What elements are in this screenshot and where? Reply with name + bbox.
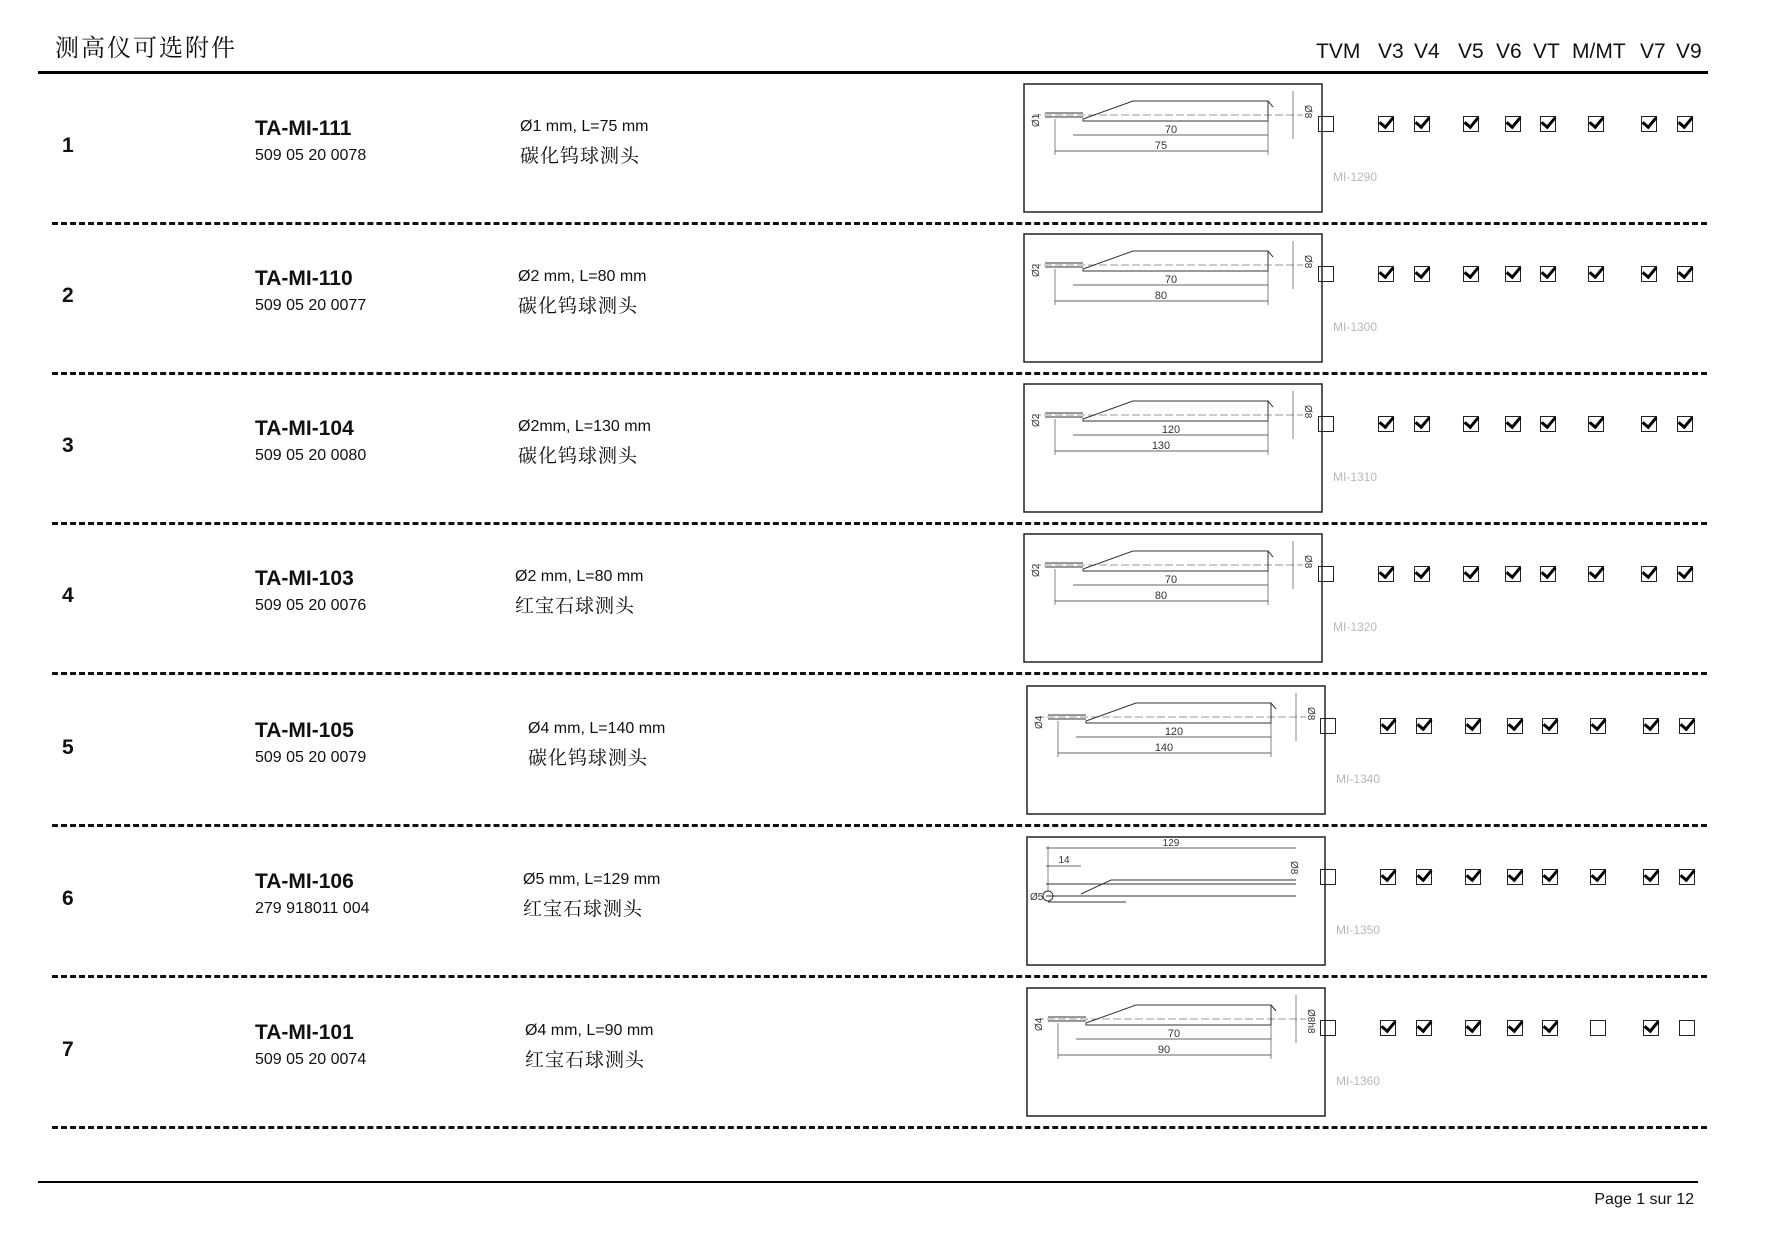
probe-spec: Ø2mm, L=130 mm bbox=[518, 418, 651, 435]
dimension-shaft-diameter: Ø8 bbox=[1302, 105, 1313, 119]
compat-checkbox-v5[interactable] bbox=[1463, 266, 1479, 282]
compat-checkbox-v4[interactable] bbox=[1414, 266, 1430, 282]
compat-checkbox-v3[interactable] bbox=[1380, 869, 1396, 885]
column-header-v6: V6 bbox=[1496, 40, 1522, 63]
row-number: 1 bbox=[62, 134, 74, 157]
compat-checkbox-v6[interactable] bbox=[1507, 718, 1523, 734]
compat-checkbox-v3[interactable] bbox=[1378, 116, 1394, 132]
compat-checkbox-vt[interactable] bbox=[1540, 416, 1556, 432]
dimension-shaft-diameter: Ø8 bbox=[1302, 555, 1313, 569]
row-number: 7 bbox=[62, 1038, 74, 1061]
compat-checkbox-v6[interactable] bbox=[1507, 1020, 1523, 1036]
compat-checkbox-v7[interactable] bbox=[1641, 116, 1657, 132]
drawing-frame bbox=[1024, 234, 1322, 362]
column-header-v4: V4 bbox=[1414, 40, 1440, 63]
probe-description: 红宝石球测头 bbox=[523, 898, 644, 920]
drawing-frame bbox=[1027, 988, 1325, 1116]
order-number: 509 05 20 0076 bbox=[255, 597, 367, 614]
article-code: TA-MI-111 bbox=[255, 117, 352, 140]
compat-checkbox-vt[interactable] bbox=[1540, 566, 1556, 582]
drawing-code: MI-1350 bbox=[1336, 923, 1381, 937]
compat-checkbox-v6[interactable] bbox=[1505, 416, 1521, 432]
probe-drawing bbox=[1023, 533, 1323, 663]
row-separator bbox=[52, 824, 1707, 827]
column-header-v7: V7 bbox=[1640, 40, 1666, 63]
row-separator bbox=[52, 522, 1707, 525]
dimension-reach: 70 bbox=[1167, 1028, 1181, 1040]
compat-checkbox-v4[interactable] bbox=[1414, 116, 1430, 132]
row-separator bbox=[52, 672, 1707, 675]
header-rule bbox=[38, 71, 1708, 74]
dimension-ball-diameter: Ø4 bbox=[1034, 1017, 1045, 1031]
dimension-ball-diameter: Ø5 bbox=[1030, 892, 1044, 903]
compat-checkbox-m-mt[interactable] bbox=[1588, 266, 1604, 282]
row-number: 6 bbox=[62, 887, 74, 910]
compat-checkbox-v5[interactable] bbox=[1463, 416, 1479, 432]
probe-spec: Ø5 mm, L=129 mm bbox=[523, 871, 661, 888]
dimension-overall-length: 130 bbox=[1151, 440, 1171, 452]
probe-spec: Ø4 mm, L=140 mm bbox=[528, 720, 666, 737]
dimension-reach: 120 bbox=[1164, 726, 1184, 738]
dimension-overall-length: 80 bbox=[1154, 590, 1168, 602]
probe-spec: Ø1 mm, L=75 mm bbox=[520, 118, 649, 135]
compat-checkbox-v5[interactable] bbox=[1463, 566, 1479, 582]
row-number: 2 bbox=[62, 284, 74, 307]
drawing-code: MI-1300 bbox=[1333, 320, 1378, 334]
compat-checkbox-tvm[interactable] bbox=[1320, 869, 1336, 885]
compat-checkbox-m-mt[interactable] bbox=[1588, 116, 1604, 132]
dimension-offset: 14 bbox=[1058, 855, 1070, 866]
column-header-v3: V3 bbox=[1378, 40, 1404, 63]
article-code: TA-MI-104 bbox=[255, 417, 354, 440]
compat-checkbox-m-mt[interactable] bbox=[1590, 718, 1606, 734]
compat-checkbox-v7[interactable] bbox=[1643, 718, 1659, 734]
compat-checkbox-v3[interactable] bbox=[1378, 416, 1394, 432]
drawing-frame bbox=[1024, 384, 1322, 512]
compat-checkbox-v9[interactable] bbox=[1677, 266, 1693, 282]
dimension-shaft-diameter: Ø8 bbox=[1302, 255, 1313, 269]
compat-checkbox-v6[interactable] bbox=[1505, 566, 1521, 582]
compat-checkbox-v7[interactable] bbox=[1643, 1020, 1659, 1036]
dimension-reach: 120 bbox=[1161, 424, 1181, 436]
article-code: TA-MI-105 bbox=[255, 719, 354, 742]
probe-description: 碳化钨球测头 bbox=[518, 295, 639, 317]
compat-checkbox-v7[interactable] bbox=[1641, 416, 1657, 432]
compat-checkbox-vt[interactable] bbox=[1540, 116, 1556, 132]
dimension-overall-length: 80 bbox=[1154, 290, 1168, 302]
compat-checkbox-v5[interactable] bbox=[1465, 718, 1481, 734]
compat-checkbox-tvm[interactable] bbox=[1320, 1020, 1336, 1036]
dimension-ball-diameter: Ø2 bbox=[1031, 263, 1042, 277]
column-header-v9: V9 bbox=[1676, 40, 1702, 63]
dimension-overall-length: 75 bbox=[1154, 140, 1168, 152]
compat-checkbox-v9[interactable] bbox=[1677, 416, 1693, 432]
dimension-ball-diameter: Ø2 bbox=[1031, 413, 1042, 427]
compat-checkbox-vt[interactable] bbox=[1540, 266, 1556, 282]
compat-checkbox-v3[interactable] bbox=[1378, 566, 1394, 582]
order-number: 509 05 20 0079 bbox=[255, 749, 367, 766]
compat-checkbox-v9[interactable] bbox=[1677, 566, 1693, 582]
compat-checkbox-v7[interactable] bbox=[1641, 266, 1657, 282]
compat-checkbox-v4[interactable] bbox=[1416, 869, 1432, 885]
probe-description: 碳化钨球测头 bbox=[518, 445, 639, 467]
probe-drawing bbox=[1026, 836, 1326, 966]
row-number: 4 bbox=[62, 584, 74, 607]
dimension-overall-length: 90 bbox=[1157, 1044, 1171, 1056]
article-code: TA-MI-103 bbox=[255, 567, 354, 590]
row-separator bbox=[52, 372, 1707, 375]
column-header-tvm: TVM bbox=[1316, 40, 1361, 63]
compat-checkbox-m-mt[interactable] bbox=[1590, 869, 1606, 885]
compat-checkbox-v5[interactable] bbox=[1465, 869, 1481, 885]
order-number: 509 05 20 0074 bbox=[255, 1051, 367, 1068]
page-title: 测高仪可选附件 bbox=[55, 34, 237, 62]
row-separator bbox=[52, 222, 1707, 225]
drawing-code: MI-1360 bbox=[1336, 1074, 1381, 1088]
probe-spec: Ø2 mm, L=80 mm bbox=[518, 268, 647, 285]
dimension-shaft-diameter: Ø8 bbox=[1305, 707, 1316, 721]
compat-checkbox-v4[interactable] bbox=[1416, 718, 1432, 734]
compat-checkbox-v5[interactable] bbox=[1465, 1020, 1481, 1036]
drawing-frame bbox=[1024, 84, 1322, 212]
row-number: 3 bbox=[62, 434, 74, 457]
column-header-v5: V5 bbox=[1458, 40, 1484, 63]
compat-checkbox-v6[interactable] bbox=[1505, 266, 1521, 282]
drawing-frame bbox=[1027, 837, 1325, 965]
probe-description: 碳化钨球测头 bbox=[528, 747, 649, 769]
compat-checkbox-v3[interactable] bbox=[1380, 1020, 1396, 1036]
compat-checkbox-tvm[interactable] bbox=[1318, 566, 1334, 582]
row-number: 5 bbox=[62, 736, 74, 759]
compat-checkbox-tvm[interactable] bbox=[1318, 266, 1334, 282]
dimension-overall-length: 140 bbox=[1154, 742, 1174, 754]
compat-checkbox-v3[interactable] bbox=[1380, 718, 1396, 734]
compat-checkbox-tvm[interactable] bbox=[1318, 416, 1334, 432]
page-number: Page 1 sur 12 bbox=[1594, 1191, 1694, 1208]
compat-checkbox-v4[interactable] bbox=[1414, 566, 1430, 582]
compat-checkbox-vt[interactable] bbox=[1542, 1020, 1558, 1036]
compat-checkbox-vt[interactable] bbox=[1542, 869, 1558, 885]
probe-drawing bbox=[1023, 233, 1323, 363]
column-header-m-mt: M/MT bbox=[1572, 40, 1626, 63]
compat-checkbox-v4[interactable] bbox=[1414, 416, 1430, 432]
probe-spec: Ø2 mm, L=80 mm bbox=[515, 568, 644, 585]
drawing-code: MI-1310 bbox=[1333, 470, 1378, 484]
drawing-frame bbox=[1024, 534, 1322, 662]
order-number: 509 05 20 0080 bbox=[255, 447, 367, 464]
dimension-overall-length: 129 bbox=[1162, 838, 1180, 849]
probe-description: 碳化钨球测头 bbox=[520, 145, 641, 167]
compat-checkbox-v4[interactable] bbox=[1416, 1020, 1432, 1036]
compat-checkbox-v9[interactable] bbox=[1679, 1020, 1695, 1036]
compat-checkbox-v9[interactable] bbox=[1677, 116, 1693, 132]
compat-checkbox-v6[interactable] bbox=[1507, 869, 1523, 885]
dimension-reach: 70 bbox=[1164, 274, 1178, 286]
article-code: TA-MI-106 bbox=[255, 870, 354, 893]
row-separator bbox=[52, 975, 1707, 978]
compat-checkbox-v5[interactable] bbox=[1463, 116, 1479, 132]
order-number: 279 918011 004 bbox=[255, 900, 370, 917]
drawing-code: MI-1290 bbox=[1333, 170, 1378, 184]
compat-checkbox-v3[interactable] bbox=[1378, 266, 1394, 282]
dimension-shaft-diameter: Ø8 bbox=[1288, 861, 1299, 875]
order-number: 509 05 20 0077 bbox=[255, 297, 367, 314]
dimension-ball-diameter: Ø4 bbox=[1034, 715, 1045, 729]
probe-drawing bbox=[1026, 987, 1326, 1117]
dimension-ball-diameter: Ø1 bbox=[1031, 113, 1042, 127]
probe-description: 红宝石球测头 bbox=[525, 1049, 646, 1071]
dimension-ball-diameter: Ø2 bbox=[1031, 563, 1042, 577]
probe-description: 红宝石球测头 bbox=[515, 595, 636, 617]
compat-checkbox-v6[interactable] bbox=[1505, 116, 1521, 132]
row-separator bbox=[52, 1126, 1707, 1129]
article-code: TA-MI-110 bbox=[255, 267, 353, 290]
probe-drawing bbox=[1026, 685, 1326, 815]
compat-checkbox-v9[interactable] bbox=[1679, 718, 1695, 734]
probe-drawing bbox=[1023, 83, 1323, 213]
compat-checkbox-m-mt[interactable] bbox=[1588, 566, 1604, 582]
article-code: TA-MI-101 bbox=[255, 1021, 354, 1044]
dimension-reach: 70 bbox=[1164, 124, 1178, 136]
footer-rule bbox=[38, 1181, 1698, 1183]
column-header-vt: VT bbox=[1533, 40, 1560, 63]
order-number: 509 05 20 0078 bbox=[255, 147, 367, 164]
compat-checkbox-tvm[interactable] bbox=[1320, 718, 1336, 734]
dimension-reach: 70 bbox=[1164, 574, 1178, 586]
compat-checkbox-v9[interactable] bbox=[1679, 869, 1695, 885]
drawing-code: MI-1320 bbox=[1333, 620, 1378, 634]
drawing-code: MI-1340 bbox=[1336, 772, 1381, 786]
dimension-shaft-diameter: Ø8h8 bbox=[1305, 1009, 1316, 1034]
probe-drawing bbox=[1023, 383, 1323, 513]
drawing-frame bbox=[1027, 686, 1325, 814]
compat-checkbox-m-mt[interactable] bbox=[1590, 1020, 1606, 1036]
compat-checkbox-m-mt[interactable] bbox=[1588, 416, 1604, 432]
compat-checkbox-tvm[interactable] bbox=[1318, 116, 1334, 132]
probe-spec: Ø4 mm, L=90 mm bbox=[525, 1022, 654, 1039]
dimension-shaft-diameter: Ø8 bbox=[1302, 405, 1313, 419]
compat-checkbox-vt[interactable] bbox=[1542, 718, 1558, 734]
compat-checkbox-v7[interactable] bbox=[1643, 869, 1659, 885]
compat-checkbox-v7[interactable] bbox=[1641, 566, 1657, 582]
